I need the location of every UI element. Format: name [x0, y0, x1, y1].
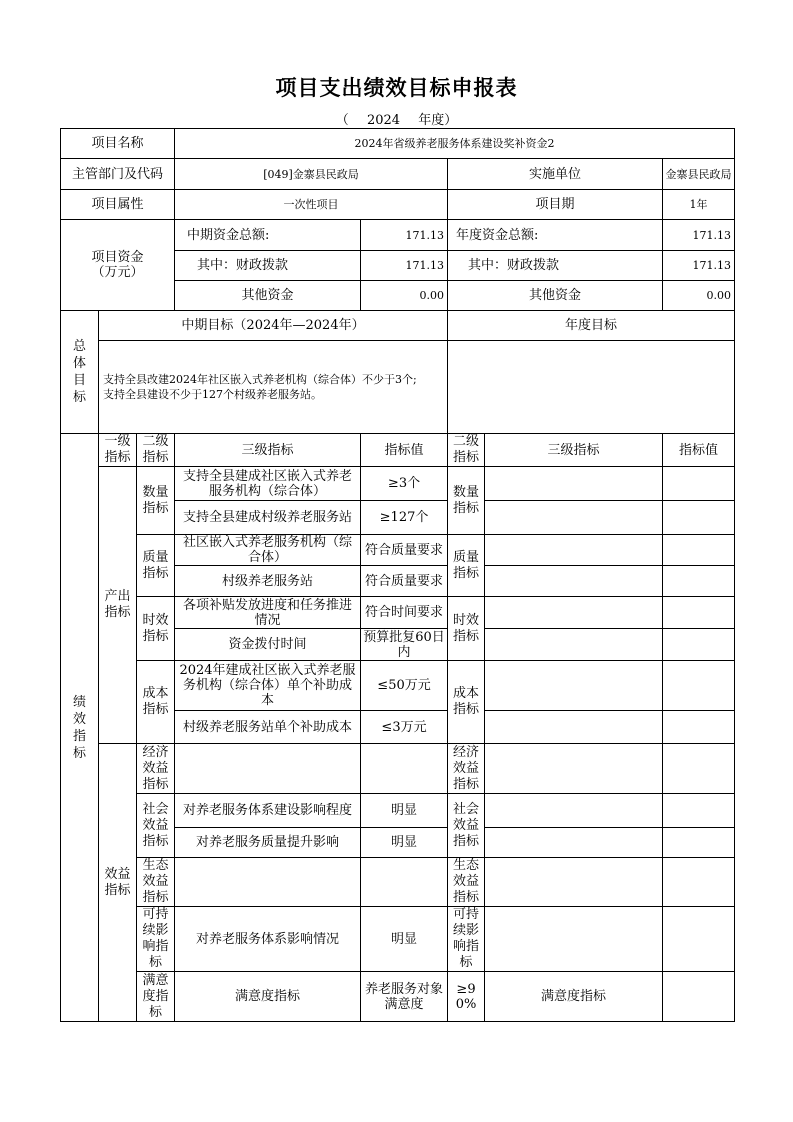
qa2-value: 符合质量要求	[361, 566, 448, 597]
sustainable-indicator-label-year: 可持续影响指标	[448, 907, 485, 972]
timeliness-indicator-label: 时效指标	[137, 597, 175, 661]
qa1-value: 符合质量要求	[361, 535, 448, 566]
header-level2: 二级指标	[137, 434, 175, 467]
q2-value-year	[663, 501, 735, 535]
performance-indicator-label: 绩效指标	[61, 434, 99, 1022]
cost-indicator-label-year: 成本指标	[448, 661, 485, 744]
output-indicator-label: 产出指标	[99, 467, 137, 744]
satisfaction-level2-label-year: 满意度指标	[485, 972, 663, 1022]
mid-fiscal-label: 其中：财政拨款	[175, 251, 361, 281]
eco-name	[175, 858, 361, 907]
q2-name-year	[485, 501, 663, 535]
funds-label-line2: （万元）	[91, 265, 144, 280]
project-attr-label: 项目属性	[61, 190, 175, 220]
year-total-value: 171.13	[663, 220, 735, 251]
sat1-value: ≥90%	[448, 972, 485, 1022]
economic-indicator-label-year: 经济效益指标	[448, 744, 485, 794]
c2-value-year	[663, 711, 735, 744]
mid-other-label: 其他资金	[175, 281, 361, 311]
satisfaction-level1-label: 满意度指标	[137, 972, 175, 1022]
ecological-indicator-label: 生态效益指标	[137, 858, 175, 907]
mid-fiscal-value: 171.13	[361, 251, 448, 281]
q1-value-year	[663, 467, 735, 501]
t1-name: 各项补贴发放进度和任务推进情况	[175, 597, 361, 629]
mid-total-label: 中期资金总额:	[175, 220, 361, 251]
project-name-value: 2024年省级养老服务体系建设奖补资金2	[175, 129, 735, 159]
s1-value: 明显	[361, 794, 448, 828]
mid-goal-text	[99, 341, 448, 434]
year-fiscal-value: 171.13	[663, 251, 735, 281]
ecological-indicator-label-year: 生态效益指标	[448, 858, 485, 907]
t1-name-year	[485, 597, 663, 629]
overall-goal-label: 总体目标	[61, 311, 99, 434]
project-attr-value: 一次性项目	[175, 190, 448, 220]
project-period-label: 项目期	[448, 190, 663, 220]
year-label: 年度）	[418, 113, 458, 128]
t2-value: 预算批复60日内	[361, 629, 448, 661]
s1-name: 对养老服务体系建设影响程度	[175, 794, 361, 828]
dept-label: 主管部门及代码	[61, 159, 175, 190]
s2-name: 对养老服务质量提升影响	[175, 828, 361, 858]
sat1-name-year	[663, 972, 735, 1022]
impl-unit-label: 实施单位	[448, 159, 663, 190]
qa2-name-year	[485, 566, 663, 597]
funds-label-line1: 项目资金	[91, 250, 144, 265]
su1-value: 明显	[361, 907, 448, 972]
q2-value: ≥127个	[361, 501, 448, 535]
year-goal-header: 年度目标	[448, 311, 735, 341]
year-line	[0, 109, 793, 128]
q1-name-year	[485, 467, 663, 501]
benefit-indicator-label: 效益指标	[99, 744, 137, 1022]
su1-value-year	[663, 907, 735, 972]
t2-name-year	[485, 629, 663, 661]
t1-value-year	[663, 597, 735, 629]
mid-total-value: 171.13	[361, 220, 448, 251]
header-value: 指标值	[361, 434, 448, 467]
funds-label	[61, 220, 175, 311]
s1-name-year	[485, 794, 663, 828]
eco-value	[361, 858, 448, 907]
year-open-paren: （	[335, 113, 349, 128]
year-total-label: 年度资金总额:	[448, 220, 663, 251]
c1-name-year	[485, 661, 663, 711]
econ-value	[361, 744, 448, 794]
header-level3-year: 三级指标	[485, 434, 663, 467]
c1-value: ≤50万元	[361, 661, 448, 711]
year-other-label: 其他资金	[448, 281, 663, 311]
qa2-name: 村级养老服务站	[175, 566, 361, 597]
qa1-value-year	[663, 535, 735, 566]
t1-value: 符合时间要求	[361, 597, 448, 629]
s1-value-year	[663, 794, 735, 828]
q1-value: ≥3个	[361, 467, 448, 501]
mid-goal-text-line1: 支持全县改建2024年社区嵌入式养老机构（综合体）不少于3个;	[103, 373, 417, 386]
project-period-value: 1年	[663, 190, 735, 220]
c2-name: 村级养老服务站单个补助成本	[175, 711, 361, 744]
header-level3: 三级指标	[175, 434, 361, 467]
cost-indicator-label: 成本指标	[137, 661, 175, 744]
social-indicator-label: 社会效益指标	[137, 794, 175, 858]
qa1-name: 社区嵌入式养老服务机构（综合体）	[175, 535, 361, 566]
header-value-year: 指标值	[663, 434, 735, 467]
mid-goal-header: 中期目标（2024年—2024年）	[99, 311, 448, 341]
page-title: 项目支出绩效目标申报表	[275, 75, 518, 100]
year-goal-text	[448, 341, 735, 434]
qa1-name-year	[485, 535, 663, 566]
year-fiscal-label: 其中：财政拨款	[448, 251, 663, 281]
eco-value-year	[663, 858, 735, 907]
s2-value: 明显	[361, 828, 448, 858]
c1-name: 2024年建成社区嵌入式养老服务机构（综合体）单个补助成本	[175, 661, 361, 711]
performance-target-table	[60, 128, 735, 1022]
quality-indicator-label-year: 质量指标	[448, 535, 485, 597]
c2-value: ≤3万元	[361, 711, 448, 744]
mid-other-value: 0.00	[361, 281, 448, 311]
quantity-indicator-label: 数量指标	[137, 467, 175, 535]
economic-indicator-label: 经济效益指标	[137, 744, 175, 794]
year-other-value: 0.00	[663, 281, 735, 311]
s2-value-year	[663, 828, 735, 858]
header-level1: 一级指标	[99, 434, 137, 467]
year-value: 2024	[366, 113, 401, 128]
t2-value-year	[663, 629, 735, 661]
social-indicator-label-year: 社会效益指标	[448, 794, 485, 858]
quality-indicator-label: 质量指标	[137, 535, 175, 597]
project-name-label: 项目名称	[61, 129, 175, 159]
eco-name-year	[485, 858, 663, 907]
c1-value-year	[663, 661, 735, 711]
satisfaction-level2-label: 满意度指标	[175, 972, 361, 1022]
su1-name-year	[485, 907, 663, 972]
quantity-indicator-label-year: 数量指标	[448, 467, 485, 535]
econ-name-year	[485, 744, 663, 794]
t2-name: 资金拨付时间	[175, 629, 361, 661]
econ-name	[175, 744, 361, 794]
c2-name-year	[485, 711, 663, 744]
econ-value-year	[663, 744, 735, 794]
mid-goal-text-line2: 支持全县建设不少于127个村级养老服务站。	[103, 388, 322, 401]
impl-unit-value: 金寨县民政局	[663, 159, 735, 190]
qa2-value-year	[663, 566, 735, 597]
q1-name: 支持全县建成社区嵌入式养老服务机构（综合体）	[175, 467, 361, 501]
dept-value: [049]金寨县民政局	[175, 159, 448, 190]
q2-name: 支持全县建成村级养老服务站	[175, 501, 361, 535]
su1-name: 对养老服务体系影响情况	[175, 907, 361, 972]
header-level2-year: 二级指标	[448, 434, 485, 467]
s2-name-year	[485, 828, 663, 858]
sat1-name: 养老服务对象满意度	[361, 972, 448, 1022]
sustainable-indicator-label: 可持续影响指标	[137, 907, 175, 972]
timeliness-indicator-label-year: 时效指标	[448, 597, 485, 661]
